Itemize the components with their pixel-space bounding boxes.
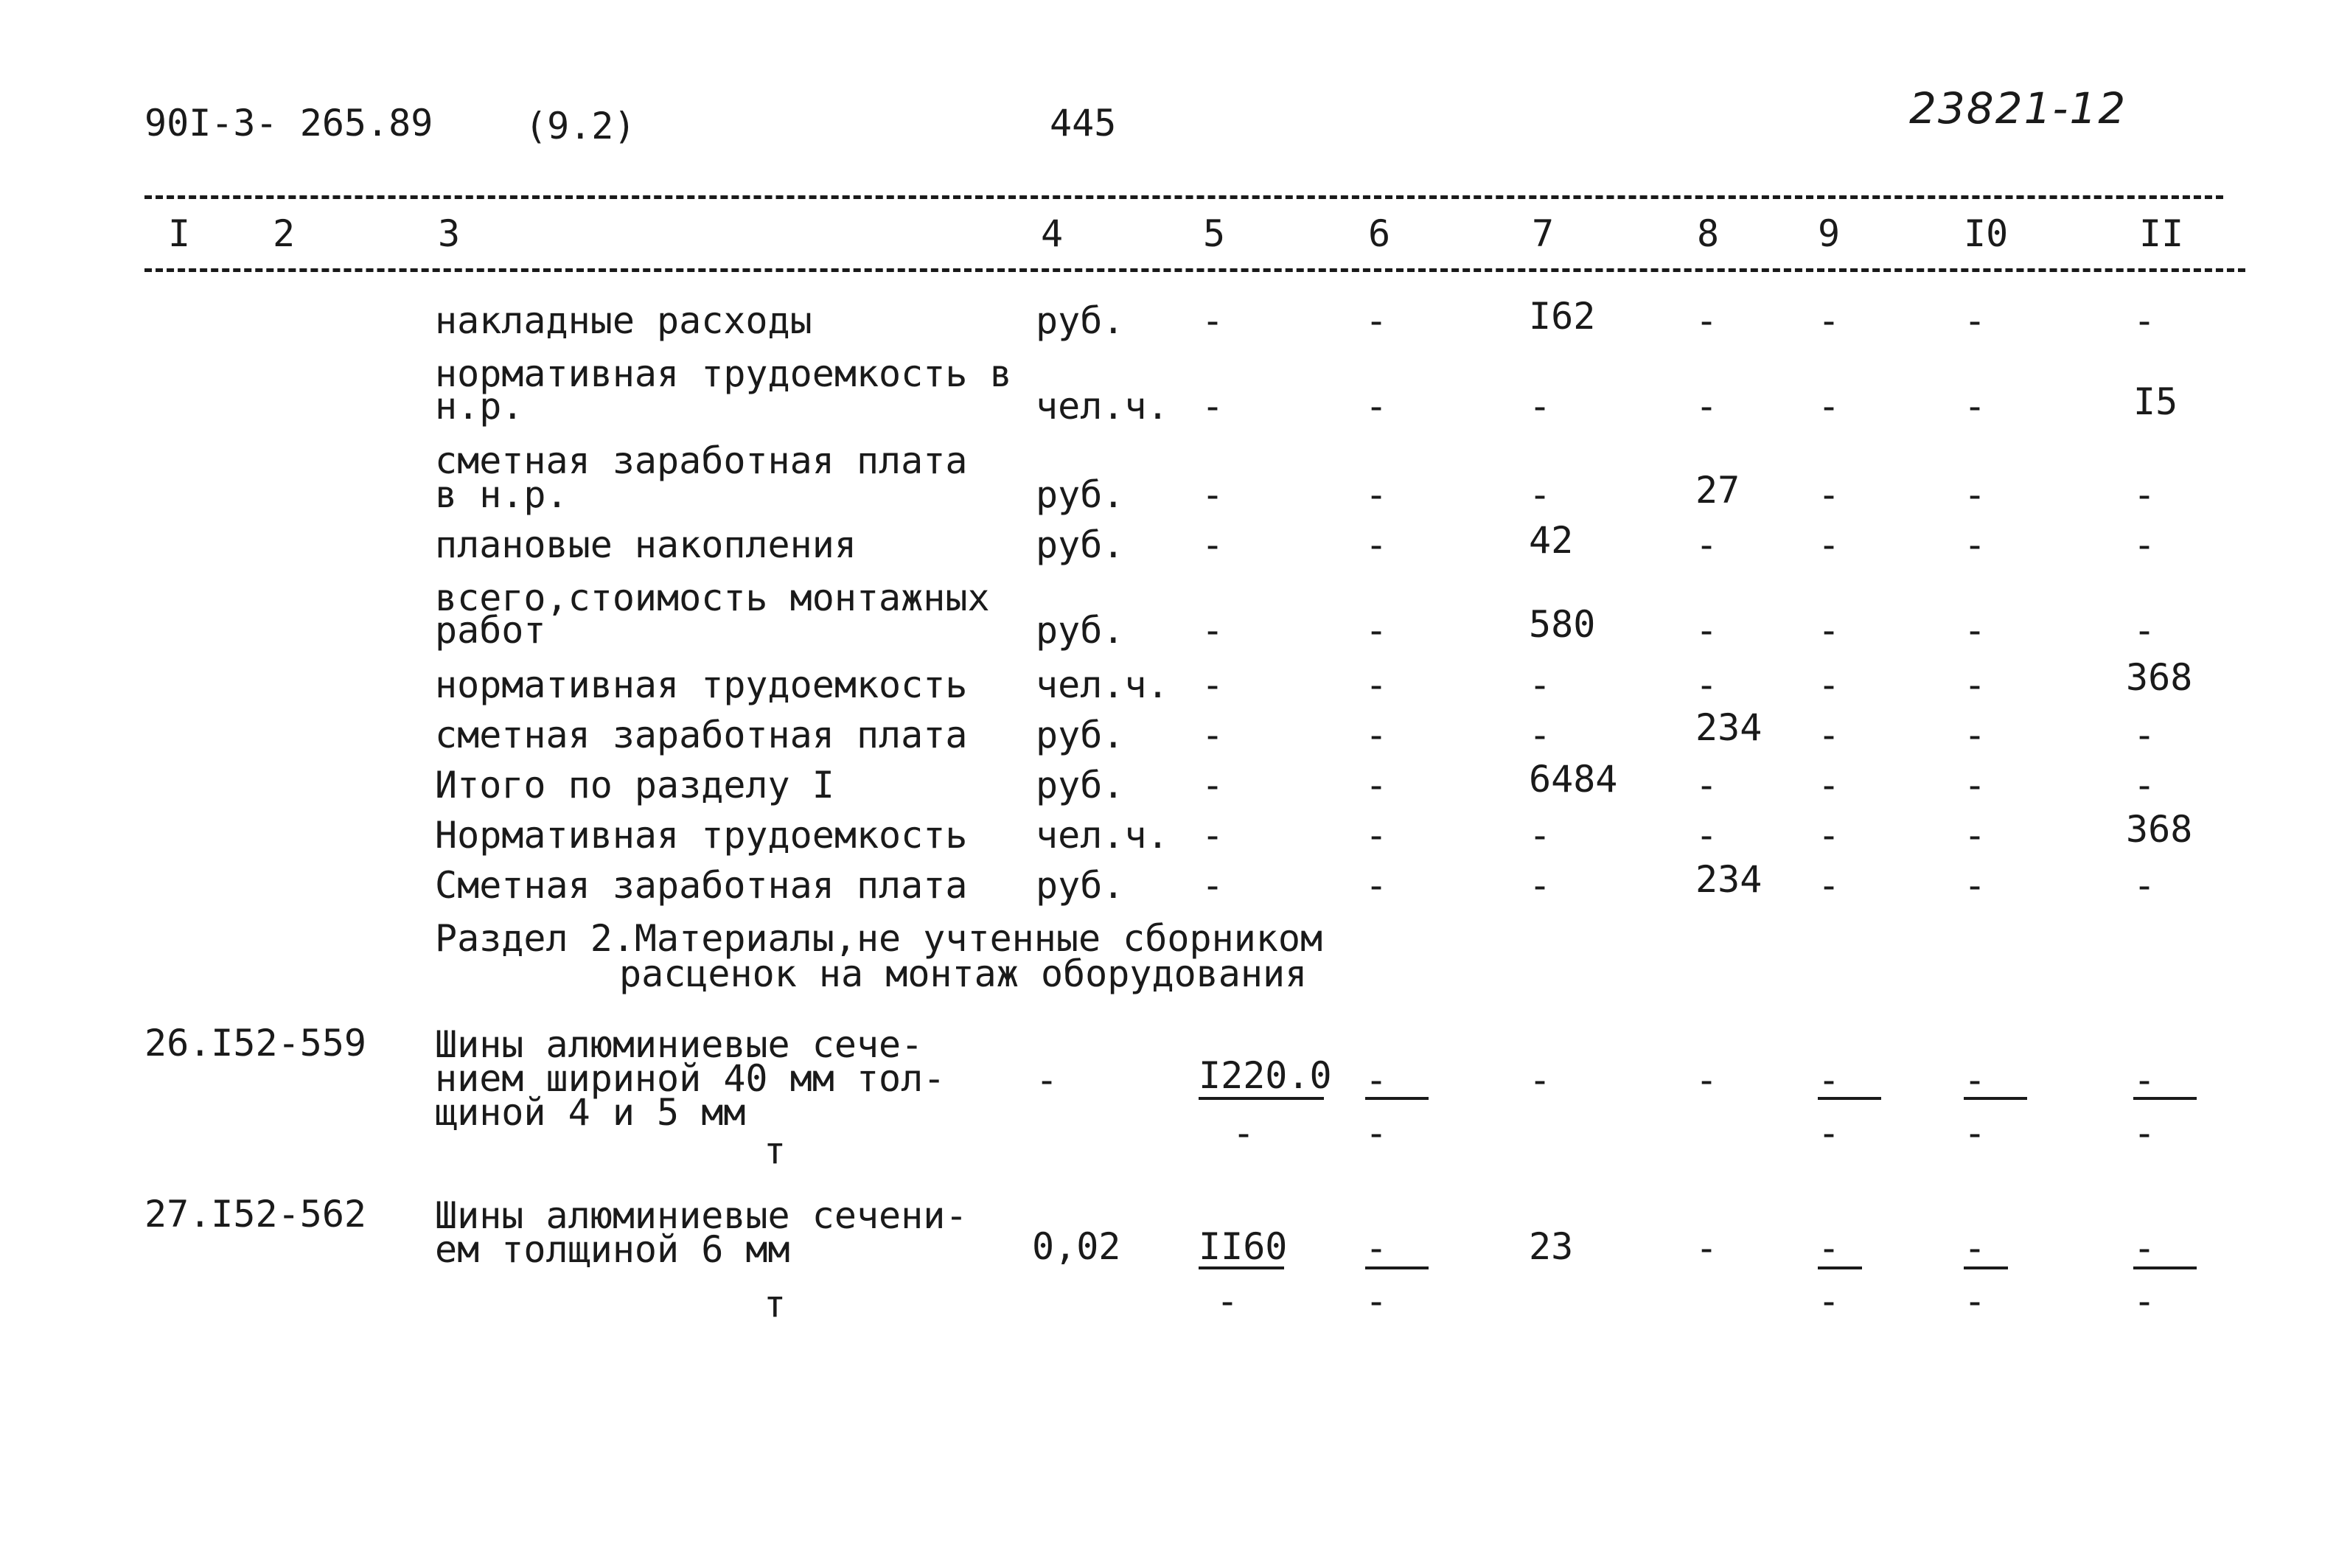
item-c11-top: -: [2133, 1227, 2156, 1269]
row-c7: -: [1529, 385, 1552, 428]
col-header-9: 9: [1818, 212, 1841, 255]
item-c5-bottom: -: [1216, 1280, 1239, 1323]
row-c10: -: [1964, 473, 1987, 516]
row-c11: -: [2133, 864, 2156, 907]
header-bottom-rule: [144, 268, 2245, 272]
row-name: плановые накопления: [435, 523, 857, 566]
row-c8: -: [1695, 663, 1718, 706]
item-desc-cont: нием шириной 40 мм тол-: [435, 1057, 946, 1100]
row-c5: -: [1202, 385, 1224, 428]
row-c5: -: [1202, 864, 1224, 907]
item-c9-bottom: -: [1818, 1112, 1841, 1154]
item-c5-underline: [1199, 1266, 1284, 1269]
col-header-1: I: [168, 212, 191, 255]
row-c7: -: [1529, 714, 1552, 756]
row-c8: -: [1695, 299, 1718, 342]
row-c5: -: [1202, 714, 1224, 756]
item-c10-top: -: [1964, 1227, 1987, 1269]
row-c9: -: [1818, 299, 1841, 342]
item-c6-top: -: [1365, 1059, 1388, 1101]
row-c8: -: [1695, 609, 1718, 652]
item-desc: Шины алюминиевые сечени-: [435, 1194, 968, 1237]
item-c6-top: -: [1365, 1227, 1388, 1269]
row-c8: -: [1695, 814, 1718, 857]
row-c7: I62: [1529, 295, 1596, 338]
item-c9-top: -: [1818, 1227, 1841, 1269]
row-c11: -: [2133, 764, 2156, 806]
row-c10: -: [1964, 714, 1987, 756]
col-header-3: 3: [438, 212, 461, 255]
row-c10: -: [1964, 663, 1987, 706]
item-c5-top: II60: [1199, 1225, 1288, 1268]
row-unit: чел.ч.: [1036, 385, 1169, 428]
section-heading-cont: расценок на монтаж оборудования: [619, 952, 1308, 995]
row-unit: чел.ч.: [1036, 814, 1169, 857]
item-c4: -: [1036, 1059, 1059, 1101]
row-c7: -: [1529, 473, 1552, 516]
col-header-4: 4: [1041, 212, 1064, 255]
section-heading: Раздел 2.Материалы,не учтенные сборником: [435, 917, 1323, 960]
item-c9-bottom: -: [1818, 1280, 1841, 1323]
item-c10-underline: [1964, 1266, 2008, 1269]
row-c9: -: [1818, 663, 1841, 706]
item-c4: 0,02: [1032, 1225, 1121, 1268]
row-c5: -: [1202, 764, 1224, 806]
col-header-5: 5: [1203, 212, 1226, 255]
item-c7: -: [1529, 1059, 1552, 1101]
col-header-7: 7: [1532, 212, 1555, 255]
row-c6: -: [1365, 299, 1388, 342]
row-c8: 27: [1695, 469, 1740, 512]
page-number: 445: [1050, 102, 1117, 144]
row-c5: -: [1202, 609, 1224, 652]
col-header-8: 8: [1697, 212, 1720, 255]
row-c9: -: [1818, 473, 1841, 516]
document-code: 90I-3- 265.89: [144, 102, 433, 144]
item-c7: 23: [1529, 1225, 1574, 1268]
col-header-11: II: [2139, 212, 2184, 255]
row-c11: -: [2133, 473, 2156, 516]
row-name: сметная заработная плата: [435, 439, 968, 482]
row-c6: -: [1365, 663, 1388, 706]
item-c8: -: [1695, 1227, 1718, 1269]
row-c6: -: [1365, 385, 1388, 428]
row-c6: -: [1365, 473, 1388, 516]
row-c7: -: [1529, 864, 1552, 907]
row-name: всего,стоимость монтажных: [435, 576, 990, 619]
item-c9-underline: [1818, 1097, 1881, 1100]
row-name: Нормативная трудоемкость: [435, 814, 968, 857]
row-c5: -: [1202, 473, 1224, 516]
item-c11-underline: [2133, 1266, 2197, 1269]
row-c11: 368: [2126, 808, 2193, 851]
row-c5: -: [1202, 299, 1224, 342]
item-unit: т: [764, 1129, 787, 1172]
row-unit: руб.: [1036, 864, 1125, 907]
row-c8: -: [1695, 523, 1718, 566]
row-c8: 234: [1695, 858, 1762, 901]
row-c11: 368: [2126, 656, 2193, 699]
row-c5: -: [1202, 814, 1224, 857]
item-desc: Шины алюминиевые сече-: [435, 1023, 924, 1066]
row-c10: -: [1964, 814, 1987, 857]
row-c10: -: [1964, 523, 1987, 566]
row-name-cont: работ: [435, 609, 546, 652]
item-c11-bottom: -: [2133, 1112, 2156, 1154]
col-header-6: 6: [1368, 212, 1391, 255]
row-name: Итого по разделу I: [435, 764, 834, 806]
row-unit: руб.: [1036, 609, 1125, 652]
item-c10-underline: [1964, 1097, 2027, 1100]
row-c7: -: [1529, 663, 1552, 706]
row-c10: -: [1964, 609, 1987, 652]
item-c8: -: [1695, 1059, 1718, 1101]
row-name: Сметная заработная плата: [435, 864, 968, 907]
row-name: нормативная трудоемкость: [435, 663, 968, 706]
row-c11: I5: [2133, 380, 2178, 423]
row-unit: руб.: [1036, 299, 1125, 342]
row-c11: -: [2133, 714, 2156, 756]
row-unit: руб.: [1036, 764, 1125, 806]
item-c9-underline: [1818, 1266, 1862, 1269]
row-c7: 6484: [1529, 758, 1618, 801]
row-c9: -: [1818, 764, 1841, 806]
item-c10-top: -: [1964, 1059, 1987, 1101]
section-number: (9.2): [525, 105, 636, 147]
row-c10: -: [1964, 864, 1987, 907]
row-name: накладные расходы: [435, 299, 812, 342]
header-top-rule: [144, 195, 2223, 199]
col-header-10: I0: [1964, 212, 2009, 255]
item-desc-cont: щиной 4 и 5 мм: [435, 1091, 746, 1134]
item-c10-bottom: -: [1964, 1112, 1987, 1154]
item-c11-underline: [2133, 1097, 2197, 1100]
item-desc-cont: ем толщиной 6 мм: [435, 1228, 790, 1271]
row-c6: -: [1365, 864, 1388, 907]
item-unit: т: [764, 1283, 787, 1325]
row-name: сметная заработная плата: [435, 714, 968, 756]
col-header-2: 2: [273, 212, 296, 255]
row-c7: 42: [1529, 519, 1574, 562]
row-c11: -: [2133, 299, 2156, 342]
item-c11-bottom: -: [2133, 1280, 2156, 1323]
item-c5-bottom: -: [1232, 1112, 1255, 1154]
row-c7: -: [1529, 814, 1552, 857]
row-c6: -: [1365, 523, 1388, 566]
row-unit: руб.: [1036, 523, 1125, 566]
item-c5-underline: [1199, 1097, 1324, 1100]
row-c9: -: [1818, 523, 1841, 566]
row-c8: -: [1695, 385, 1718, 428]
row-c8: -: [1695, 764, 1718, 806]
item-c6-bottom: -: [1365, 1280, 1388, 1323]
item-code: 27.I52-562: [144, 1193, 367, 1236]
row-c9: -: [1818, 814, 1841, 857]
row-name: нормативная трудоемкость в: [435, 352, 1012, 395]
item-c6-underline: [1365, 1097, 1429, 1100]
row-c11: -: [2133, 523, 2156, 566]
item-code: 26.I52-559: [144, 1022, 367, 1065]
row-c11: -: [2133, 609, 2156, 652]
item-c6-bottom: -: [1365, 1112, 1388, 1154]
item-c6-underline: [1365, 1266, 1429, 1269]
row-c7: 580: [1529, 603, 1596, 646]
row-c8: 234: [1695, 706, 1762, 749]
handwritten-reference: 23821-12: [1909, 83, 2127, 133]
row-c6: -: [1365, 714, 1388, 756]
row-c9: -: [1818, 714, 1841, 756]
row-c10: -: [1964, 764, 1987, 806]
item-c9-top: -: [1818, 1059, 1841, 1101]
row-c9: -: [1818, 864, 1841, 907]
row-unit: руб.: [1036, 714, 1125, 756]
row-c10: -: [1964, 385, 1987, 428]
row-c9: -: [1818, 385, 1841, 428]
row-name-cont: н.р.: [435, 385, 524, 428]
row-c6: -: [1365, 764, 1388, 806]
item-c5-top: I220.0: [1199, 1054, 1332, 1097]
row-c6: -: [1365, 814, 1388, 857]
item-c10-bottom: -: [1964, 1280, 1987, 1323]
row-name-cont: в н.р.: [435, 473, 568, 516]
item-c11-top: -: [2133, 1059, 2156, 1101]
row-unit: чел.ч.: [1036, 663, 1169, 706]
row-c9: -: [1818, 609, 1841, 652]
row-unit: руб.: [1036, 473, 1125, 516]
row-c5: -: [1202, 663, 1224, 706]
row-c5: -: [1202, 523, 1224, 566]
row-c10: -: [1964, 299, 1987, 342]
row-c6: -: [1365, 609, 1388, 652]
